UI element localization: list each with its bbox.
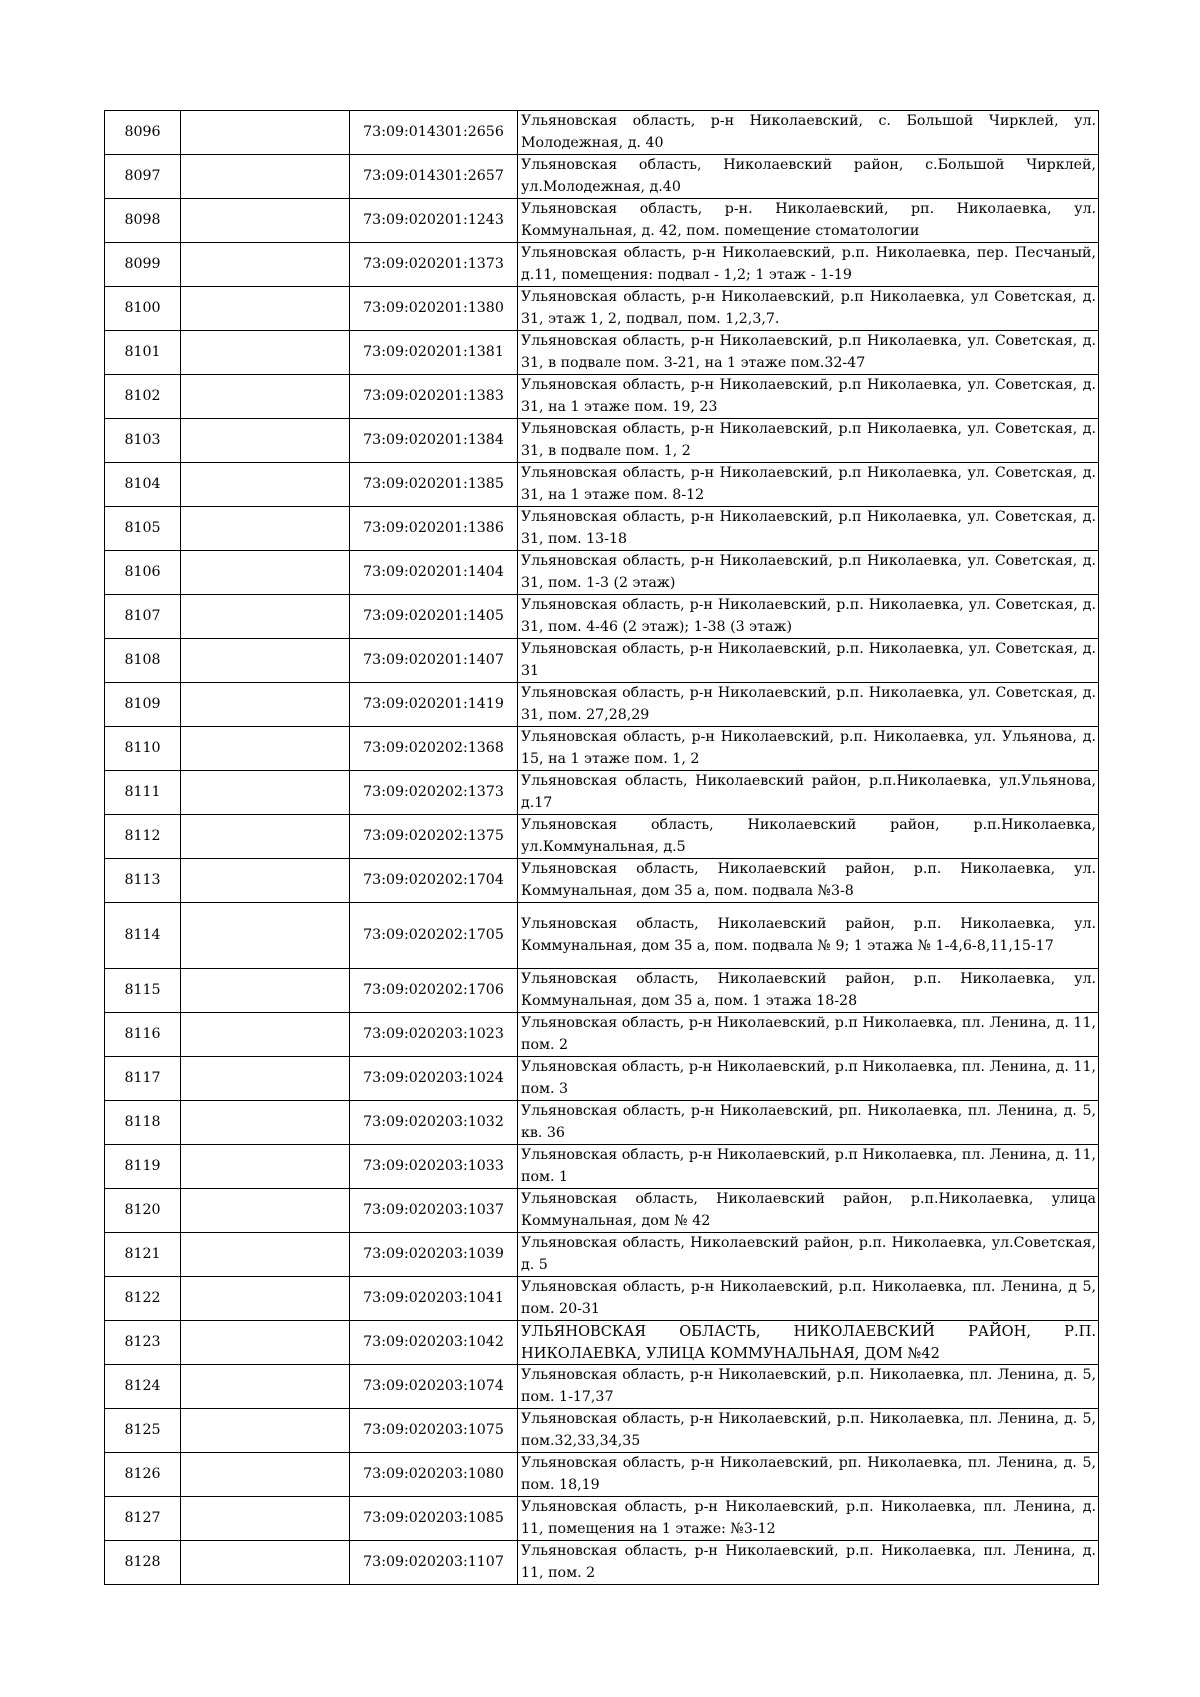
empty-cell [181, 639, 350, 683]
address-cell: УЛЬЯНОВСКАЯ ОБЛАСТЬ, НИКОЛАЕВСКИЙ РАЙОН, Р.П. НИКОЛАЕВКА, УЛИЦА КОММУНАЛЬНАЯ, ДОМ №42 [518, 1321, 1099, 1365]
row-number-cell: 8117 [105, 1057, 181, 1101]
address-cell: Ульяновская область, р-н Николаевский, рп. Николаевка, пл. Ленина, д. 5, кв. 36 [518, 1101, 1099, 1145]
row-number-cell: 8102 [105, 375, 181, 419]
row-number-cell: 8119 [105, 1145, 181, 1189]
empty-cell [181, 155, 350, 199]
row-number-cell: 8109 [105, 683, 181, 727]
empty-cell [181, 1013, 350, 1057]
empty-cell [181, 1365, 350, 1409]
table-row [105, 375, 1099, 419]
table-row [105, 815, 1099, 859]
empty-cell [181, 595, 350, 639]
cadastral-number-cell: 73:09:020203:1039 [350, 1233, 518, 1277]
address-cell: Ульяновская область, р-н Николаевский, р.п Николаевка, пл. Ленина, д. 11, пом. 3 [518, 1057, 1099, 1101]
row-number-cell: 8125 [105, 1409, 181, 1453]
empty-cell [181, 331, 350, 375]
address-cell: Ульяновская область, Николаевский район, р.п.Николаевка, ул.Коммунальная, д.5 [518, 815, 1099, 859]
address-cell: Ульяновская область, р-н Николаевский, р.п Николаевка, ул Советская, д. 31, этаж 1, 2, подвал, пом. 1,2,3,7. [518, 287, 1099, 331]
cadastral-number-cell: 73:09:020201:1380 [350, 287, 518, 331]
row-number-cell: 8126 [105, 1453, 181, 1497]
table-row [105, 727, 1099, 771]
address-cell: Ульяновская область, р-н Николаевский, р.п. Николаевка, пл. Ленина, д. 5, пом. 1-17,37 [518, 1365, 1099, 1409]
cadastral-number-cell: 73:09:020203:1023 [350, 1013, 518, 1057]
cadastral-number-cell: 73:09:020203:1074 [350, 1365, 518, 1409]
address-cell: Ульяновская область, р-н Николаевский, р.п Николаевка, ул. Советская, д. 31, в подвале пом. 3-21, на 1 этаже пом.32-47 [518, 331, 1099, 375]
empty-cell [181, 375, 350, 419]
empty-cell [181, 1057, 350, 1101]
empty-cell [181, 683, 350, 727]
row-number-cell: 8105 [105, 507, 181, 551]
table-row [105, 1189, 1099, 1233]
cadastral-number-cell: 73:09:020203:1033 [350, 1145, 518, 1189]
cadastral-number-cell: 73:09:020202:1704 [350, 859, 518, 903]
empty-cell [181, 287, 350, 331]
address-cell: Ульяновская область, р-н Николаевский, р.п. Николаевка, пер. Песчаный, д.11, помещения: подвал - 1,2; 1 этаж - 1-19 [518, 243, 1099, 287]
cadastral-number-cell: 73:09:020201:1381 [350, 331, 518, 375]
cadastral-number-cell: 73:09:020201:1386 [350, 507, 518, 551]
row-number-cell: 8096 [105, 111, 181, 155]
address-cell: Ульяновская область, р-н Николаевский, р.п. Николаевка, пл. Ленина, д. 11, пом. 2 [518, 1541, 1099, 1585]
registry-table-body [105, 111, 1099, 1585]
cadastral-number-cell: 73:09:020203:1032 [350, 1101, 518, 1145]
empty-cell [181, 1497, 350, 1541]
address-cell: Ульяновская область, Николаевский район, р.п. Николаевка, ул. Коммунальная, дом 35 а, пом. 1 этажа 18-28 [518, 969, 1099, 1013]
cadastral-number-cell: 73:09:020203:1075 [350, 1409, 518, 1453]
row-number-cell: 8120 [105, 1189, 181, 1233]
row-number-cell: 8124 [105, 1365, 181, 1409]
table-row [105, 683, 1099, 727]
table-row [105, 507, 1099, 551]
row-number-cell: 8098 [105, 199, 181, 243]
empty-cell [181, 419, 350, 463]
address-cell: Ульяновская область, р-н Николаевский, р.п Николаевка, ул. Советская, д. 31, пом. 13-18 [518, 507, 1099, 551]
table-row [105, 155, 1099, 199]
cadastral-number-cell: 73:09:020201:1405 [350, 595, 518, 639]
table-row [105, 1233, 1099, 1277]
table-row [105, 639, 1099, 683]
cadastral-number-cell: 73:09:020202:1705 [350, 903, 518, 969]
row-number-cell: 8097 [105, 155, 181, 199]
address-cell: Ульяновская область, р-н Николаевский, р.п Николаевка, пл. Ленина, д. 11, пом. 2 [518, 1013, 1099, 1057]
row-number-cell: 8110 [105, 727, 181, 771]
table-row [105, 1057, 1099, 1101]
table-row [105, 199, 1099, 243]
table-row [105, 1145, 1099, 1189]
empty-cell [181, 1277, 350, 1321]
address-cell: Ульяновская область, р-н. Николаевский, рп. Николаевка, ул. Коммунальная, д. 42, пом. помещение стоматологии [518, 199, 1099, 243]
table-row [105, 903, 1099, 969]
empty-cell [181, 1321, 350, 1365]
table-row [105, 243, 1099, 287]
table-row [105, 1101, 1099, 1145]
empty-cell [181, 1145, 350, 1189]
cadastral-number-cell: 73:09:020201:1383 [350, 375, 518, 419]
empty-cell [181, 463, 350, 507]
empty-cell [181, 1233, 350, 1277]
address-cell: Ульяновская область, Николаевский район, р.п. Николаевка, ул. Коммунальная, дом 35 а, пом. подвала №3-8 [518, 859, 1099, 903]
empty-cell [181, 1409, 350, 1453]
row-number-cell: 8116 [105, 1013, 181, 1057]
address-cell: Ульяновская область, р-н Николаевский, р.п Николаевка, ул. Советская, д. 31, в подвале пом. 1, 2 [518, 419, 1099, 463]
empty-cell [181, 859, 350, 903]
cadastral-number-cell: 73:09:020202:1373 [350, 771, 518, 815]
row-number-cell: 8121 [105, 1233, 181, 1277]
empty-cell [181, 243, 350, 287]
table-row [105, 1409, 1099, 1453]
empty-cell [181, 969, 350, 1013]
table-row [105, 1321, 1099, 1365]
empty-cell [181, 815, 350, 859]
address-cell: Ульяновская область, р-н Николаевский, с. Большой Чирклей, ул. Молодежная, д. 40 [518, 111, 1099, 155]
row-number-cell: 8114 [105, 903, 181, 969]
row-number-cell: 8115 [105, 969, 181, 1013]
row-number-cell: 8123 [105, 1321, 181, 1365]
row-number-cell: 8113 [105, 859, 181, 903]
row-number-cell: 8111 [105, 771, 181, 815]
row-number-cell: 8104 [105, 463, 181, 507]
row-number-cell: 8103 [105, 419, 181, 463]
cadastral-number-cell: 73:09:020203:1042 [350, 1321, 518, 1365]
table-row [105, 331, 1099, 375]
cadastral-number-cell: 73:09:020201:1404 [350, 551, 518, 595]
row-number-cell: 8118 [105, 1101, 181, 1145]
cadastral-number-cell: 73:09:020202:1375 [350, 815, 518, 859]
table-row [105, 551, 1099, 595]
address-cell: Ульяновская область, р-н Николаевский, р.п. Николаевка, ул. Советская, д. 31, пом. 27,28,29 [518, 683, 1099, 727]
cadastral-number-cell: 73:09:014301:2656 [350, 111, 518, 155]
table-row [105, 287, 1099, 331]
empty-cell [181, 507, 350, 551]
table-row [105, 1013, 1099, 1057]
row-number-cell: 8101 [105, 331, 181, 375]
cadastral-number-cell: 73:09:020201:1407 [350, 639, 518, 683]
address-cell: Ульяновская область, р-н Николаевский, р.п Николаевка, ул. Советская, д. 31, на 1 этаже пом. 19, 23 [518, 375, 1099, 419]
address-cell: Ульяновская область, р-н Николаевский, р.п Николаевка, ул. Советская, д. 31, пом. 1-3 (2 этаж) [518, 551, 1099, 595]
table-row [105, 1497, 1099, 1541]
empty-cell [181, 1101, 350, 1145]
cadastral-number-cell: 73:09:020203:1080 [350, 1453, 518, 1497]
address-cell: Ульяновская область, р-н Николаевский, р.п. Николаевка, пл. Ленина, д 5, пом. 20-31 [518, 1277, 1099, 1321]
row-number-cell: 8100 [105, 287, 181, 331]
property-registry-table [104, 110, 1099, 1585]
address-cell: Ульяновская область, р-н Николаевский, р.п. Николаевка, пл. Ленина, д. 11, помещения на 1 этаже: №3-12 [518, 1497, 1099, 1541]
table-row [105, 1365, 1099, 1409]
cadastral-number-cell: 73:09:020203:1085 [350, 1497, 518, 1541]
empty-cell [181, 1541, 350, 1585]
table-row [105, 1541, 1099, 1585]
cadastral-number-cell: 73:09:020201:1384 [350, 419, 518, 463]
cadastral-number-cell: 73:09:020202:1706 [350, 969, 518, 1013]
row-number-cell: 8107 [105, 595, 181, 639]
row-number-cell: 8106 [105, 551, 181, 595]
empty-cell [181, 111, 350, 155]
row-number-cell: 8108 [105, 639, 181, 683]
cadastral-number-cell: 73:09:020203:1024 [350, 1057, 518, 1101]
empty-cell [181, 1189, 350, 1233]
cadastral-number-cell: 73:09:020203:1107 [350, 1541, 518, 1585]
empty-cell [181, 903, 350, 969]
address-cell: Ульяновская область, р-н Николаевский, р.п Николаевка, ул. Советская, д. 31, на 1 этаже пом. 8-12 [518, 463, 1099, 507]
address-cell: Ульяновская область, р-н Николаевский, р.п. Николаевка, ул. Советская, д. 31, пом. 4-46 (2 этаж); 1-38 (3 этаж) [518, 595, 1099, 639]
table-row [105, 969, 1099, 1013]
address-cell: Ульяновская область, Николаевский район, р.п. Николаевка, ул. Коммунальная, дом 35 а, пом. подвала № 9; 1 этажа № 1-4,6-8,11,15-17 [518, 903, 1099, 969]
empty-cell [181, 551, 350, 595]
empty-cell [181, 1453, 350, 1497]
cadastral-number-cell: 73:09:020202:1368 [350, 727, 518, 771]
cadastral-number-cell: 73:09:020203:1041 [350, 1277, 518, 1321]
address-cell: Ульяновская область, р-н Николаевский, р.п. Николаевка, ул. Советская, д. 31 [518, 639, 1099, 683]
table-row [105, 771, 1099, 815]
cadastral-number-cell: 73:09:014301:2657 [350, 155, 518, 199]
empty-cell [181, 771, 350, 815]
cadastral-number-cell: 73:09:020201:1385 [350, 463, 518, 507]
address-cell: Ульяновская область, р-н Николаевский, рп. Николаевка, пл. Ленина, д. 5, пом. 18,19 [518, 1453, 1099, 1497]
address-cell: Ульяновская область, Николаевский район, р.п.Николаевка, улица Коммунальная, дом № 42 [518, 1189, 1099, 1233]
table-row [105, 111, 1099, 155]
table-row [105, 595, 1099, 639]
table-row [105, 859, 1099, 903]
address-cell: Ульяновская область, Николаевский район, р.п.Николаевка, ул.Ульянова, д.17 [518, 771, 1099, 815]
table-row [105, 419, 1099, 463]
row-number-cell: 8128 [105, 1541, 181, 1585]
table-row [105, 463, 1099, 507]
empty-cell [181, 727, 350, 771]
cadastral-number-cell: 73:09:020201:1373 [350, 243, 518, 287]
address-cell: Ульяновская область, р-н Николаевский, р.п. Николаевка, ул. Ульянова, д. 15, на 1 этаже пом. 1, 2 [518, 727, 1099, 771]
empty-cell [181, 199, 350, 243]
address-cell: Ульяновская область, Николаевский район, с.Большой Чирклей, ул.Молодежная, д.40 [518, 155, 1099, 199]
address-cell: Ульяновская область, Николаевский район, р.п. Николаевка, ул.Советская, д. 5 [518, 1233, 1099, 1277]
row-number-cell: 8112 [105, 815, 181, 859]
cadastral-number-cell: 73:09:020201:1243 [350, 199, 518, 243]
row-number-cell: 8122 [105, 1277, 181, 1321]
address-cell: Ульяновская область, р-н Николаевский, р.п Николаевка, пл. Ленина, д. 11, пом. 1 [518, 1145, 1099, 1189]
cadastral-number-cell: 73:09:020201:1419 [350, 683, 518, 727]
cadastral-number-cell: 73:09:020203:1037 [350, 1189, 518, 1233]
address-cell: Ульяновская область, р-н Николаевский, р.п. Николаевка, пл. Ленина, д. 5, пом.32,33,34,35 [518, 1409, 1099, 1453]
table-row [105, 1277, 1099, 1321]
row-number-cell: 8099 [105, 243, 181, 287]
row-number-cell: 8127 [105, 1497, 181, 1541]
table-row [105, 1453, 1099, 1497]
